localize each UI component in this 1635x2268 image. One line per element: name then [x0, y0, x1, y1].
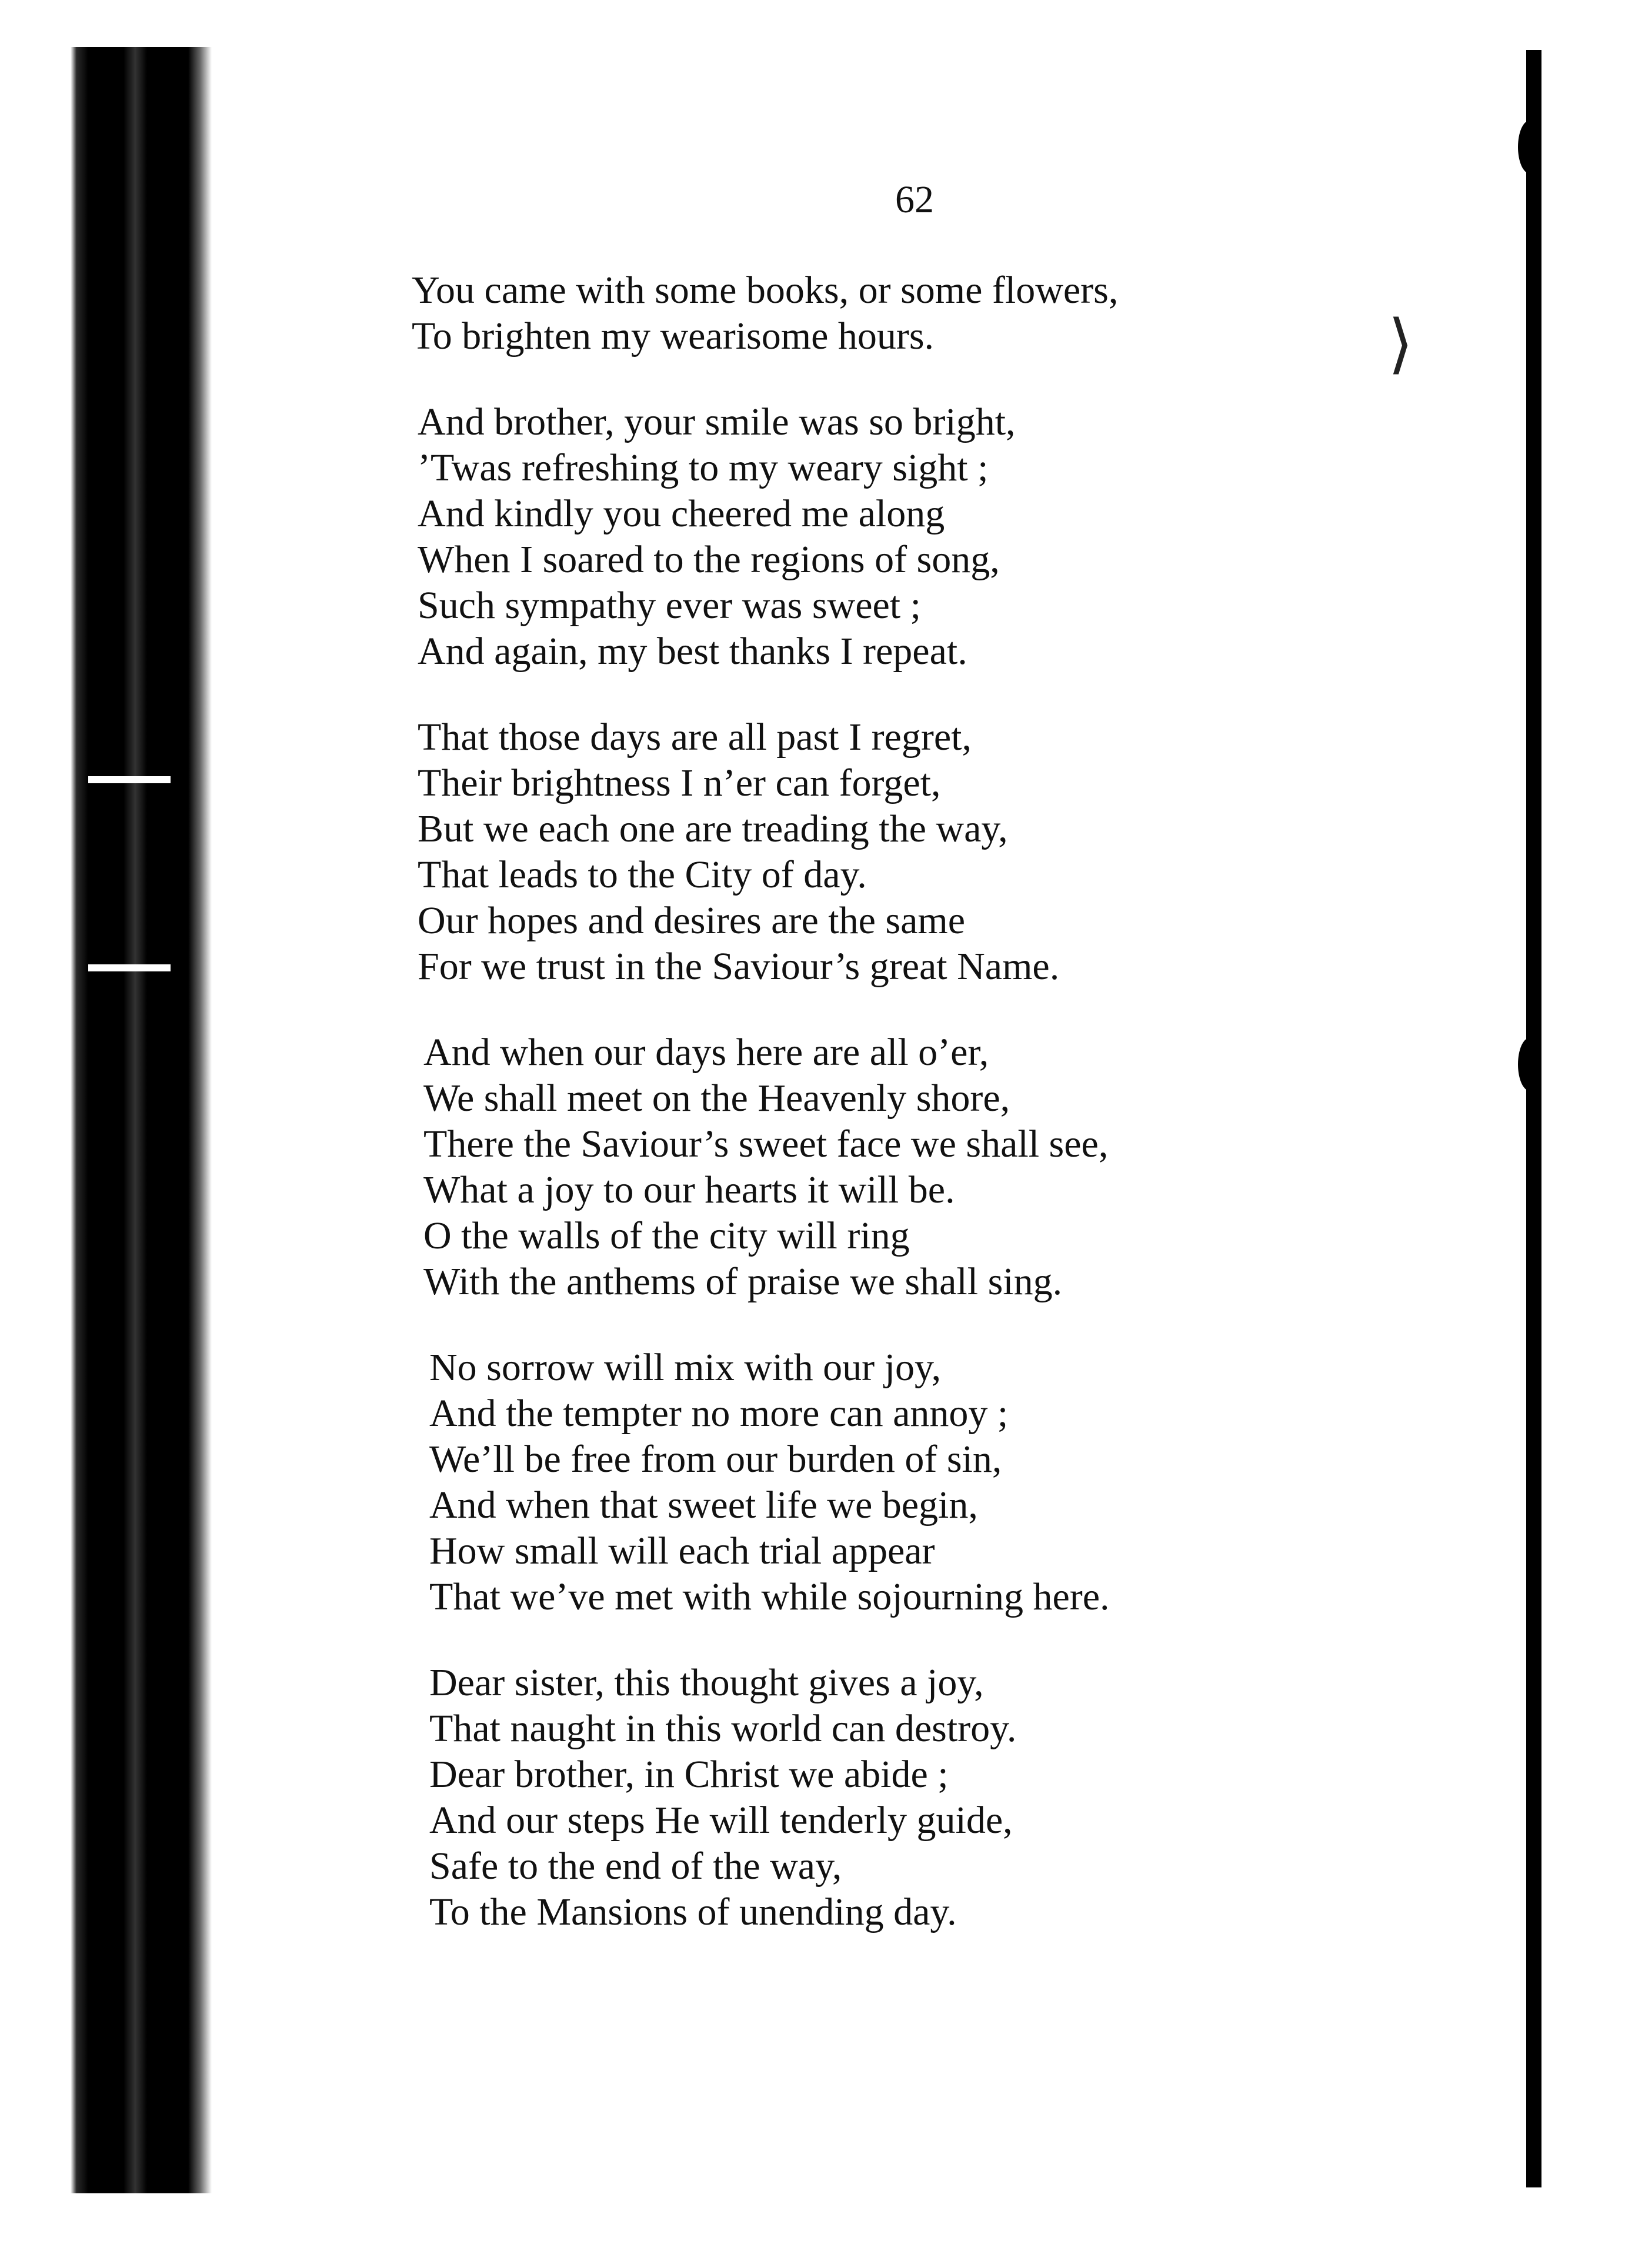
poem-line: That naught in this world can destroy.: [429, 1707, 1017, 1750]
poem-line: To the Mansions of unending day.: [429, 1890, 957, 1933]
poem-line: And when that sweet life we begin,: [429, 1484, 978, 1527]
stanza: [418, 399, 1476, 674]
poem-line: To brighten my wearisome hours.: [412, 315, 935, 358]
stanza: [429, 1345, 1476, 1620]
poem-line: Their brightness I n’er can forget,: [418, 761, 941, 804]
poem-line: O the walls of the city will ring: [423, 1214, 910, 1257]
rule-blot: [1518, 1038, 1541, 1091]
poem: [412, 268, 1476, 1975]
poem-line: With the anthems of praise we shall sing.: [423, 1260, 1063, 1303]
poem-line: That leads to the City of day.: [418, 853, 867, 896]
rule-blot: [1518, 121, 1541, 173]
stanza: [423, 1030, 1476, 1305]
binding-edge: [71, 47, 212, 2193]
margin-bracket-mark: ⟩: [1388, 306, 1413, 381]
poem-line: How small will each trial appear: [429, 1529, 935, 1572]
poem-line: And when our days here are all o’er,: [423, 1031, 989, 1074]
poem-line: And kindly you cheered me along: [418, 492, 945, 535]
poem-line: And brother, your smile was so bright,: [418, 400, 1016, 443]
poem-line: What a joy to our hearts it will be.: [423, 1168, 955, 1211]
page-number: 62: [895, 178, 934, 221]
poem-line: But we each one are treading the way,: [418, 807, 1008, 850]
poem-line: We shall meet on the Heavenly shore,: [423, 1077, 1010, 1120]
poem-line: Our hopes and desires are the same: [418, 899, 965, 942]
poem-line: And the tempter no more can annoy ;: [429, 1392, 1009, 1435]
poem-line: And our steps He will tenderly guide,: [429, 1799, 1013, 1842]
right-border-rule: [1526, 50, 1541, 2187]
binding-notch: [88, 964, 171, 971]
poem-line: For we trust in the Saviour’s great Name.: [418, 945, 1060, 988]
poem-line: There the Saviour’s sweet face we shall see,: [423, 1123, 1109, 1165]
poem-line: Dear sister, this thought gives a joy,: [429, 1661, 984, 1704]
binding-notch: [88, 776, 171, 783]
poem-line: We’ll be free from our burden of sin,: [429, 1438, 1002, 1481]
stanza: [429, 1660, 1476, 1935]
poem-line: Such sympathy ever was sweet ;: [418, 584, 921, 627]
poem-line: ’Twas refreshing to my weary sight ;: [418, 446, 989, 489]
poem-line: When I soared to the regions of song,: [418, 538, 1000, 581]
poem-line: No sorrow will mix with our joy,: [429, 1346, 942, 1389]
poem-line: That we’ve met with while sojourning here.: [429, 1575, 1110, 1618]
poem-line: That those days are all past I regret,: [418, 716, 972, 759]
poem-line: Safe to the end of the way,: [429, 1845, 842, 1888]
poem-line: And again, my best thanks I repeat.: [418, 630, 967, 673]
stanza: [418, 714, 1476, 990]
poem-line: You came with some books, or some flowers,: [412, 269, 1119, 312]
stanza: [412, 268, 1476, 359]
poem-line: Dear brother, in Christ we abide ;: [429, 1753, 949, 1796]
